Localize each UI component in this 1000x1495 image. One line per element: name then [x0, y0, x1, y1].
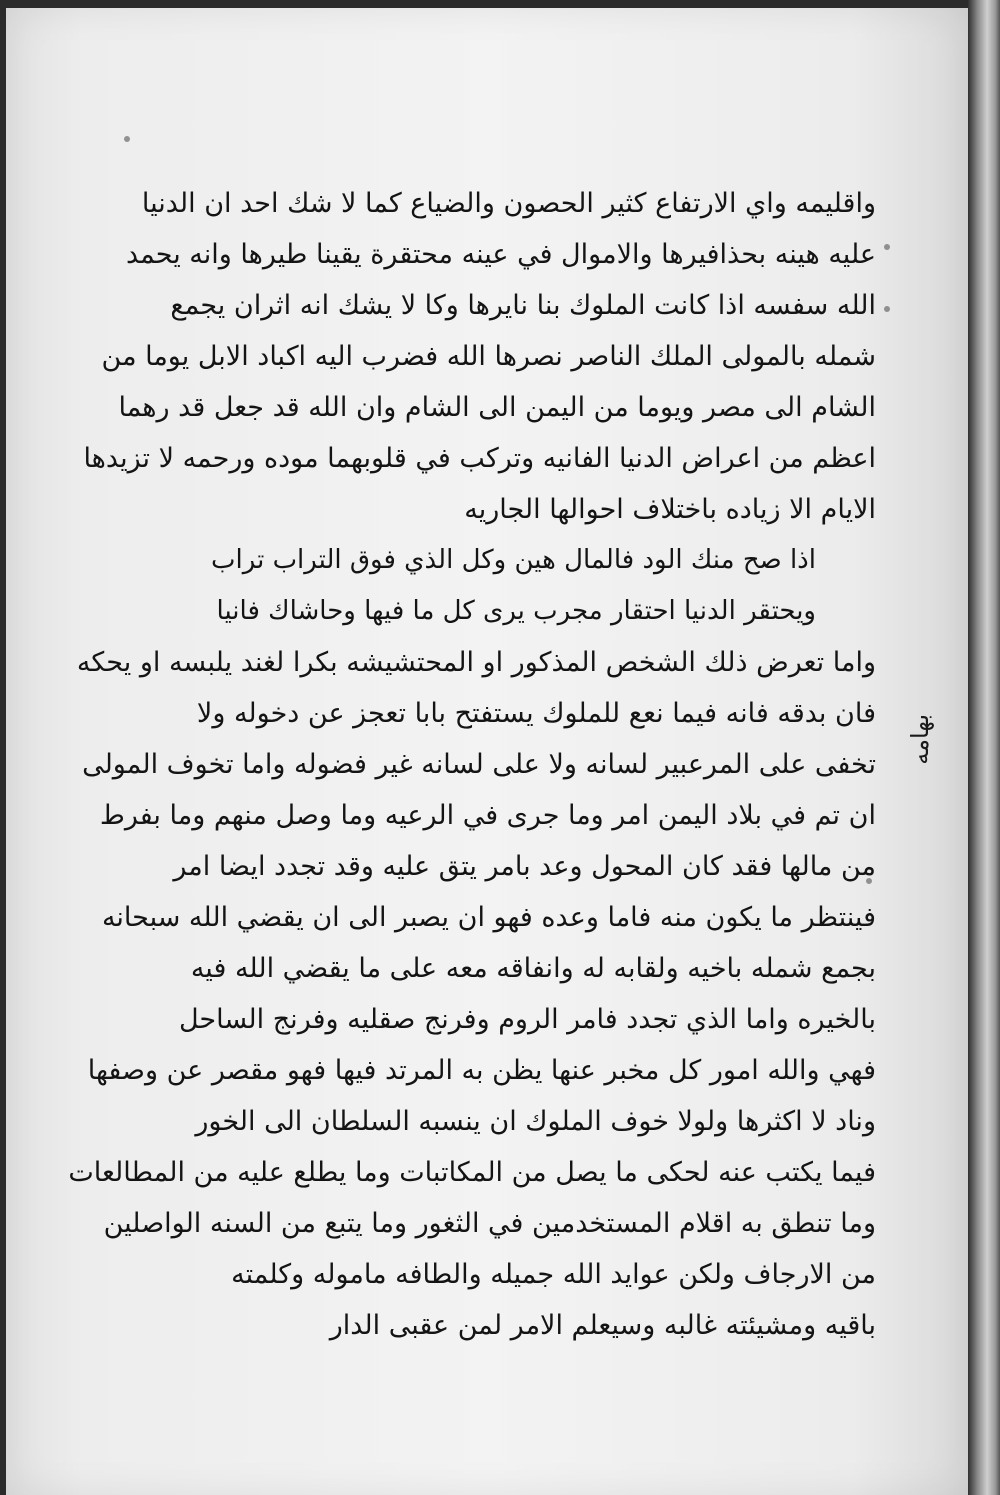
verse-line: ويحتقر الدنيا احتقار مجرب يرى كل ما فيها وحاشاك فانيا	[216, 596, 816, 626]
book-spine-edge	[968, 0, 1000, 1495]
text-line: فهي والله امور كل مخبر عنها يظن به المرتد فيها فهو مقصر عن وصفها	[87, 1055, 876, 1086]
text-line: فيما يكتب عنه لحكى ما يصل من المكاتبات وما يطلع عليه من المطالعات	[68, 1157, 876, 1188]
text-line: الشام الى مصر ويوما من اليمن الى الشام وان الله قد جعل قد رهما	[118, 392, 876, 423]
ink-speck	[124, 136, 130, 142]
verse-line: اذا صح منك الود فالمال هين وكل الذي فوق التراب تراب	[211, 545, 816, 575]
text-line: الله سفسه اذا كانت الملوك بنا نايرها وكا لا يشك انه اثران يجمع	[170, 290, 876, 321]
text-line: الايام الا زياده باختلاف احوالها الجاريه	[464, 494, 876, 525]
text-line: واقليمه واي الارتفاع كثير الحصون والضياع كما لا شك احد ان الدنيا	[141, 188, 876, 219]
text-line: من مالها فقد كان المحول وعد بامر يتق عليه وقد تجدد ايضا امر	[173, 851, 876, 882]
text-line: تخفى على المرعبير لسانه ولا على لسانه غير فضوله واما تخوف المولى	[82, 749, 876, 780]
margin-note: بهامه	[906, 714, 934, 765]
text-line: ان تم في بلاد اليمن امر وما جرى في الرعيه وما وصل منهم وما بفرط	[99, 800, 876, 831]
text-line: وما تنطق به اقلام المستخدمين في الثغور وما يتبع من السنه الواصلين	[103, 1208, 876, 1239]
text-line: وناد لا اكثرها ولولا خوف الملوك ان ينسبه السلطان الى الخور	[195, 1106, 876, 1137]
text-line: فان بدقه فانه فيما نعع للملوك يستفتح بابا تعجز عن دخوله ولا	[196, 698, 876, 729]
text-line: باقيه ومشيئته غالبه وسيعلم الامر لمن عقبى الدار	[329, 1310, 876, 1341]
manuscript-text-block	[46, 178, 876, 1341]
text-line: بجمع شمله باخيه ولقابه له وانفاقه معه على ما يقضي الله فيه	[190, 953, 876, 984]
text-line: عليه هينه بحذافيرها والاموال في عينه محتقرة يقينا طيرها وانه يحمد	[126, 239, 876, 270]
text-line: من الارجاف ولكن عوايد الله جميله والطافه ماموله وكلمته	[231, 1259, 876, 1290]
text-line: بالخيره واما الذي تجدد فامر الروم وفرنج صقليه وفرنج الساحل	[178, 1004, 876, 1035]
text-line: واما تعرض ذلك الشخص المذكور او المحتشيشه بكرا لغند يلبسه او يحكه	[76, 647, 876, 678]
ink-speck	[884, 306, 890, 312]
text-line: اعظم من اعراض الدنيا الفانيه وتركب في قلوبهما موده ورحمه لا تزيدها	[83, 443, 876, 474]
manuscript-page	[6, 8, 968, 1495]
text-line: شمله بالمولى الملك الناصر نصرها الله فضرب اليه اكباد الابل يوما من	[101, 341, 876, 372]
text-line: فينتظر ما يكون منه فاما وعده فهو ان يصبر الى ان يقضي الله سبحانه	[101, 902, 876, 933]
ink-speck	[884, 244, 890, 250]
